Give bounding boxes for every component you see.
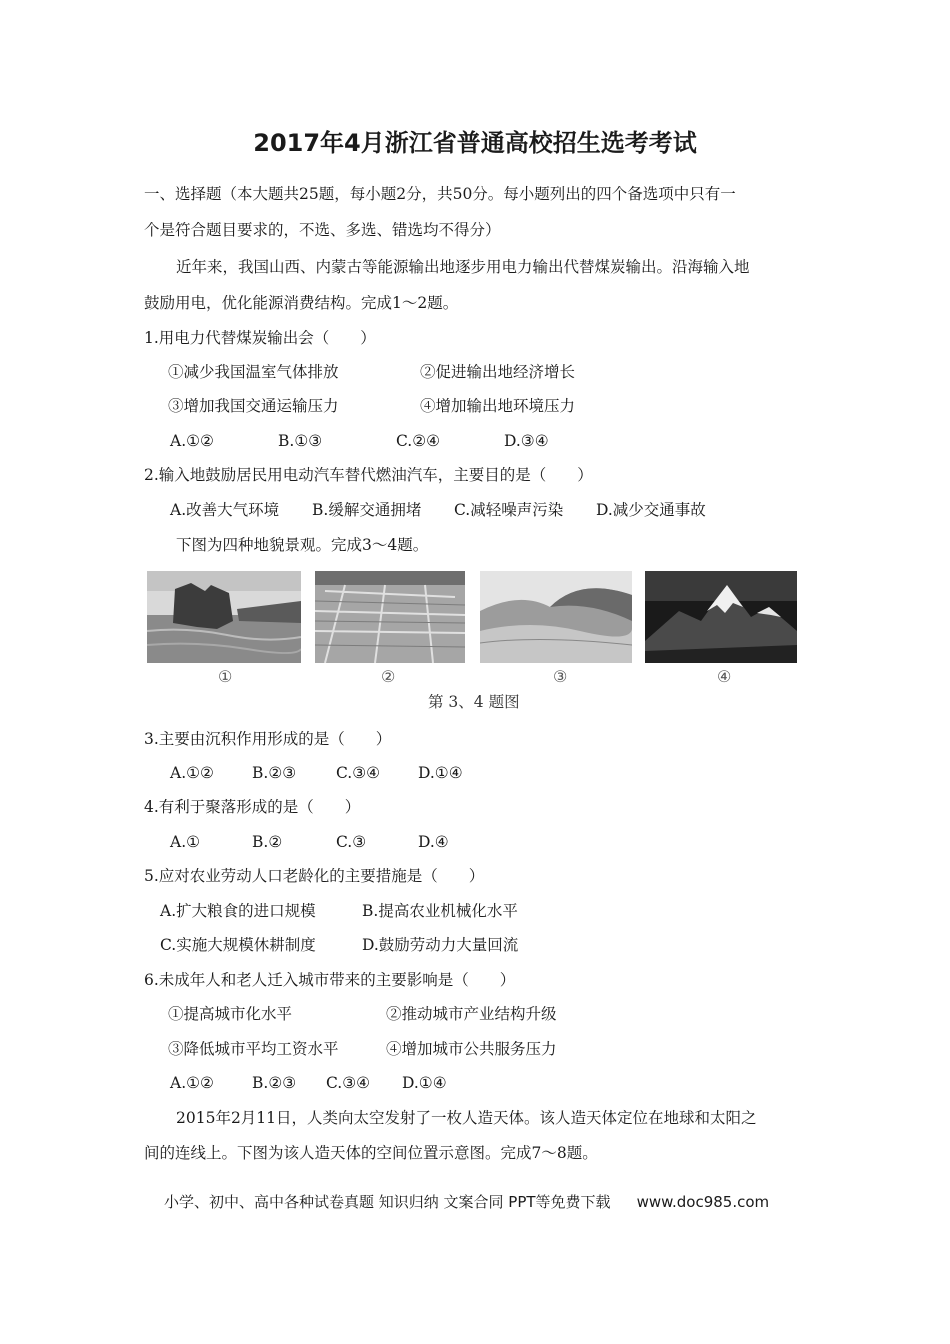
q2-option-c: C.减轻噪声污染	[454, 501, 564, 519]
q1-statement-2: ②促进输出地经济增长	[420, 363, 576, 381]
q1-statement-1: ①减少我国温室气体排放	[168, 363, 339, 381]
q1-option-d: D.③④	[504, 432, 549, 450]
q3-option-c: C.③④	[336, 764, 381, 782]
landform-photo-3-desert-icon	[480, 571, 632, 663]
passage2-line-2: 间的连线上。下图为该人造天体的空间位置示意图。完成7～8题。	[144, 1144, 598, 1162]
q1-option-b: B.①③	[278, 432, 323, 450]
q4-stem: 4.有利于聚落形成的是（ ）	[144, 798, 361, 816]
q6-option-c: C.③④	[326, 1074, 371, 1092]
q5-option-d: D.鼓励劳动力大量回流	[362, 936, 519, 954]
q1-option-c: C.②④	[396, 432, 441, 450]
q1-stem: 1.用电力代替煤炭输出会（ ）	[144, 329, 376, 347]
q4-option-b: B.②	[252, 833, 283, 851]
footer-site-link[interactable]: www.doc985.com	[636, 1193, 770, 1211]
figure-label-4: ④	[717, 667, 732, 686]
passage2-line-1: 2015年2月11日，人类向太空发射了一枚人造天体。该人造天体定位在地球和太阳之	[176, 1109, 757, 1127]
q6-statement-3: ③降低城市平均工资水平	[168, 1040, 339, 1058]
q2-option-a: A.改善大气环境	[170, 501, 280, 519]
q5-option-a: A.扩大粮食的进口规模	[160, 902, 316, 920]
q2-option-b: B.缓解交通拥堵	[312, 501, 422, 519]
landform-photo-4-mountain-icon	[645, 571, 797, 663]
q3-option-a: A.①②	[170, 764, 214, 782]
figure-label-3: ③	[553, 667, 568, 686]
q4-option-a: A.①	[170, 833, 201, 851]
q2-stem: 2.输入地鼓励居民用电动汽车替代燃油汽车，主要目的是（ ）	[144, 466, 593, 484]
q4-option-d: D.④	[418, 833, 449, 851]
q4-option-c: C.③	[336, 833, 367, 851]
q5-option-b: B.提高农业机械化水平	[362, 902, 518, 920]
figure-caption: 第 3、4 题图	[428, 693, 520, 711]
passage1-line-2: 鼓励用电，优化能源消费结构。完成1～2题。	[144, 294, 459, 312]
q2-option-d: D.减少交通事故	[596, 501, 706, 519]
q6-statement-1: ①提高城市化水平	[168, 1005, 293, 1023]
figure-label-1: ①	[218, 667, 233, 686]
section-intro-line-2: 个是符合题目要求的，不选、多选、错选均不得分）	[144, 221, 501, 239]
q6-option-b: B.②③	[252, 1074, 297, 1092]
figure-intro: 下图为四种地貌景观。完成3～4题。	[176, 536, 429, 554]
passage1-line-1: 近年来，我国山西、内蒙古等能源输出地逐步用电力输出代替煤炭输出。沿海输入地	[176, 258, 750, 276]
q5-stem: 5.应对农业劳动人口老龄化的主要措施是（ ）	[144, 867, 485, 885]
q5-option-c: C.实施大规模休耕制度	[160, 936, 316, 954]
figure-label-2: ②	[381, 667, 396, 686]
landform-photo-2-plain-icon	[315, 571, 465, 663]
q1-statement-3: ③增加我国交通运输压力	[168, 397, 339, 415]
footer-text: 小学、初中、高中各种试卷真题 知识归纳 文案合同 PPT等免费下载	[164, 1193, 611, 1211]
section-intro-line-1: 一、选择题（本大题共25题，每小题2分，共50分。每小题列出的四个备选项中只有一	[144, 185, 736, 203]
q6-stem: 6.未成年人和老人迁入城市带来的主要影响是（ ）	[144, 971, 516, 989]
q1-option-a: A.①②	[170, 432, 214, 450]
q6-option-d: D.①④	[402, 1074, 447, 1092]
q6-statement-2: ②推动城市产业结构升级	[386, 1005, 557, 1023]
q3-stem: 3.主要由沉积作用形成的是（ ）	[144, 730, 392, 748]
landform-photo-1-coast-icon	[147, 571, 301, 663]
page-title: 2017年4月浙江省普通高校招生选考考试	[253, 129, 697, 157]
q6-option-a: A.①②	[170, 1074, 214, 1092]
q3-option-d: D.①④	[418, 764, 463, 782]
q6-statement-4: ④增加城市公共服务压力	[386, 1040, 557, 1058]
q3-option-b: B.②③	[252, 764, 297, 782]
footer	[164, 1191, 769, 1212]
q1-statement-4: ④增加输出地环境压力	[420, 397, 576, 415]
